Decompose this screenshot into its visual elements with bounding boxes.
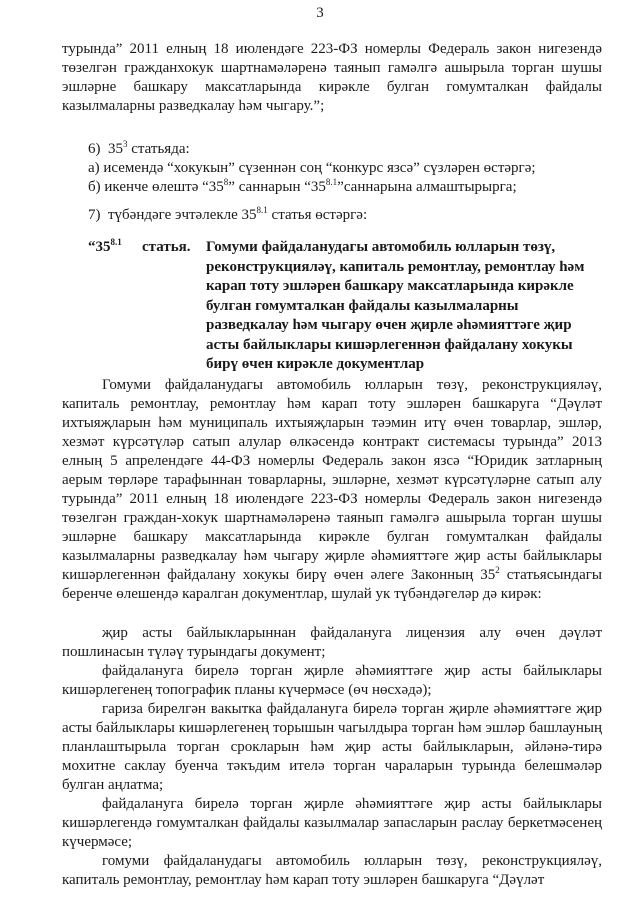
item-6-line-b-sup2: 8.1 [325, 177, 338, 187]
body-text-main: Гомуми файдаланудагы автомобиль юлларын төзү, реконструкцияләү, капиталь ремонтлау, ремонтлау һәм карап тоту эшләрен башкаруга “Дәүләт ихтыяҗларын һәм муниципаль ихтыяҗларын тәэмин итү өчен товарлар, эшләр, хезмәт күрсәтүләр сатып алулар өлкәсендә контракт системасы турында” 2013 елның 5 апрелендәге 44-ФЗ номерлы Федераль закон язсә “Юридик затларның аерым төрләре тарафыннан товарларны, эшләрне, хезмәт күрсәтүләрне сатып алу турында” 2011 елның 18 июлендәге 223-ФЗ номерлы Федераль закон нигезендә төзелгән граждан-хокук шартнамәләренә таянып гамәлгә ашырыла торган шушы эшләрне башкару максатларында кирәкле булган гомумталкан файдалы казылмаларны разведкалау һәм чыгару җирле әһәмияттәге җир асты байлыклары кишәрлегеннән файдалану хокукы бирү өчен әлеге Законның 35 [62, 377, 602, 583]
list-item: файдалануга бирелә торган җирле әһәмияттәге җир асты байлыклары кишәрлегенең топографик планы күчермәсе (өч нөсхәдә); [62, 663, 602, 698]
list-item: гариза бирелгән вакытка файдалануга бирелә торган җирле әһәмияттәге җир асты байлыклары кишәрлегенең торышын чагылдыра торган һәм эшләр башлауның планлаштырыла торган срокларын һәм җир асты байлыкларын, әйләнә-тирә мохитне саклау буенча тәкъдим ителә торган чараларын турында белешмәләр булган аңлатма; [62, 701, 602, 793]
item-6-heading [88, 140, 608, 159]
item-6-line-b-part1: б) икенче өлештә “35 [88, 179, 224, 195]
article-num-prefix: “35 [88, 239, 111, 255]
body-text-tail: статьясындагы беренче өлешендә каралган документлар, шулай ук түбәндәгеләр дә кирәк: [62, 567, 602, 602]
item-7-label: 7) [88, 207, 101, 223]
page-number: 3 [316, 5, 324, 21]
item-6-line-b-part2: ” саннарын “35 [228, 179, 326, 195]
intro-text: турында” 2011 елның 18 июлендәге 223-ФЗ номерлы Федераль закон нигезендә төзелгән гражданхокук шартнамәләренә таянып гамәлгә ашырыла торган шушы эшләрне башкару максатларында кирәкле булган гомумталкан файдалы казылмаларны разведкалау һәм чыгару.”; [62, 41, 602, 114]
article-title-line: разведкалау һәм чыгару өчен җирле әһәмияттәге җир [206, 317, 572, 333]
item-6-line-b-part3: ”саннарына алмаштырырга; [337, 179, 517, 195]
article-title-line: бирү өчен кирәкле документлар [206, 356, 425, 372]
item-6-label: 6) [88, 141, 101, 157]
list-item: файдалануга бирелә торган җирле әһәмияттәге җир асты байлыклары кишәрлегендә гомумталкан файдалы казылмалар запасларын раслау беркетмәсенең күчермәсе; [62, 796, 602, 850]
item-7-text-part2: статья өстәргә: [267, 207, 368, 223]
item-6-art-sup: 3 [123, 139, 128, 149]
item-7-sup: 8.1 [256, 205, 268, 215]
body-paragraph [62, 376, 602, 604]
article-word: статья. [142, 239, 191, 255]
article-title-line: булган гомумталкан файдалы казылмаларны [206, 297, 519, 314]
item-7-text [88, 206, 608, 225]
requirements-list [62, 624, 602, 890]
item-6-line-a: а) исемендә “хокукын” сүзеннән соң “конкурс язсә” сүзләрен өстәргә; [88, 160, 536, 176]
article-title-line: реконструкцияләү, капиталь ремонтлау, ремонтлау һәм [206, 258, 585, 275]
item-6-line-b [88, 178, 608, 197]
article-title-line: карап тоту эшләрен башкару максатларында кирәкле [206, 278, 574, 294]
item-6-art-suffix: статьяда: [127, 141, 190, 157]
list-item: гомуми файдаланудагы автомобиль юлларын төзү, реконструкцияләү, капиталь ремонтлау, ремонтлау һәм карап тоту эшләрен башкаруга “Дәүләт [62, 853, 602, 888]
item-6 [88, 140, 608, 197]
item-7-text-part1: түбәндәге эчтәлекле 35 [108, 207, 257, 223]
item-7 [88, 206, 608, 225]
body-sup: 2 [495, 565, 500, 575]
article-title-line: асты байлыклары кишәрлегеннән файдалану хокукы [206, 336, 573, 353]
article-title-line: Гомуми файдаланудагы автомобиль юлларын төзү, [206, 239, 556, 255]
item-6-art-prefix: 35 [108, 141, 123, 157]
article-title [142, 238, 608, 375]
intro-paragraph [62, 40, 602, 116]
list-item: җир асты байлыкларыннан файдалануга лицензия алу өчен дәүләт пошлинасын түләү турындагы документ; [62, 625, 602, 660]
article-num-sup: 8.1 [110, 237, 122, 247]
body-text [62, 376, 602, 604]
item-6-line-b-sup1: 8 [223, 177, 229, 187]
article-number [88, 238, 122, 257]
